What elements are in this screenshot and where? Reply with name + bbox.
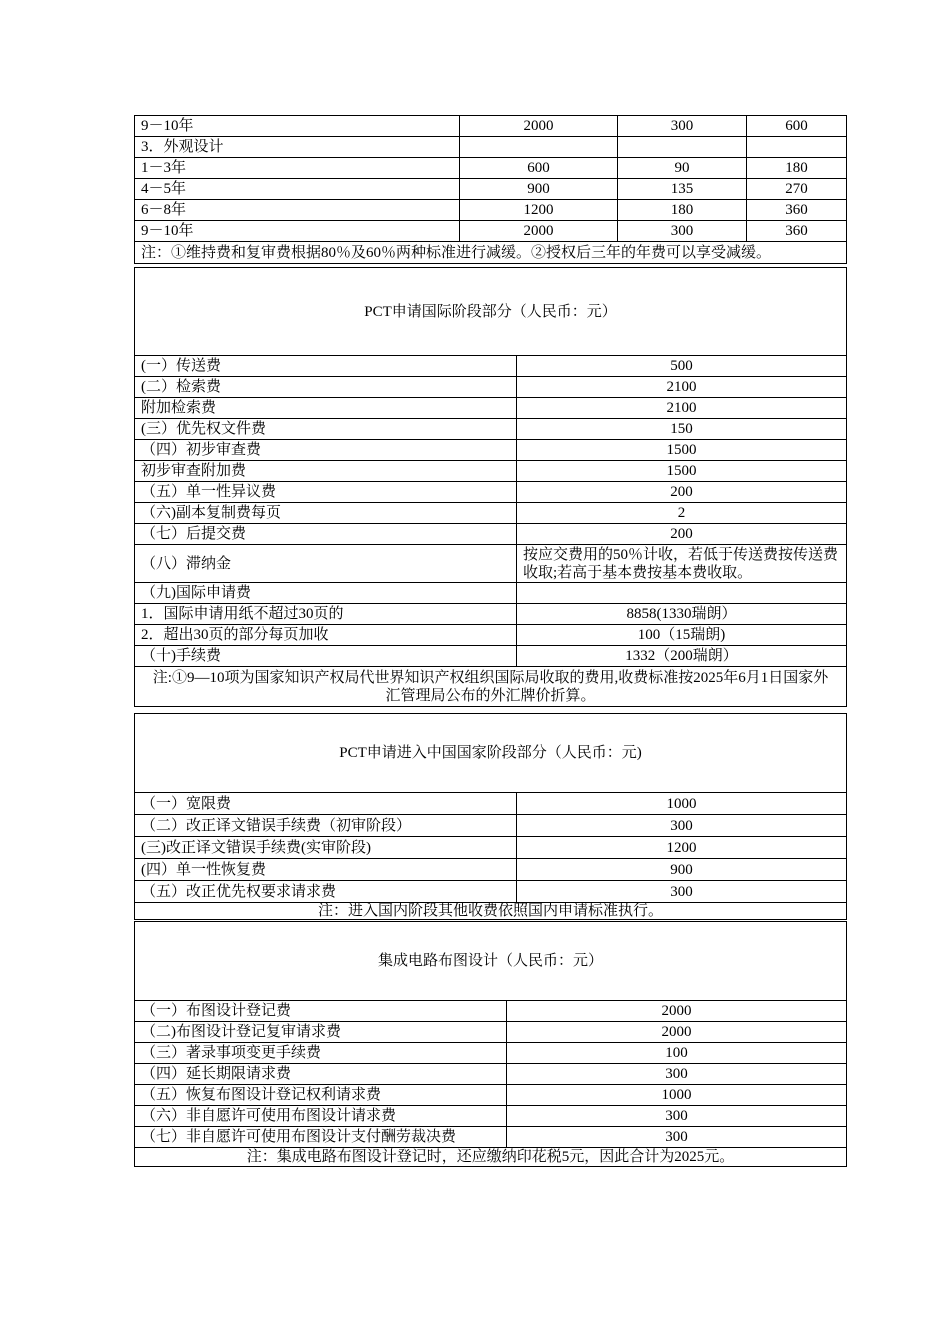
table-row (135, 482, 847, 503)
fee-value (747, 137, 847, 158)
table-row (135, 1001, 847, 1022)
fee-item-label: （一）布图设计登记费 (135, 1001, 507, 1022)
fee-value: 150 (517, 419, 847, 440)
table-row (135, 158, 847, 179)
fee-value: 900 (517, 859, 847, 881)
fee-value: 100（15瑞朗) (517, 625, 847, 646)
table-row (135, 815, 847, 837)
fee-value: 2100 (517, 398, 847, 419)
fee-value: 2000 (507, 1001, 847, 1022)
pct-national-section (134, 713, 846, 920)
fee-item-label: （八）滞纳金 (135, 545, 517, 583)
fee-value: 2000 (460, 116, 618, 137)
fee-value: 2000 (507, 1022, 847, 1043)
ic-layout-section (134, 921, 846, 1167)
table-row (135, 440, 847, 461)
fee-value: 按应交费用的50％计收，若低于传送费按传送费收取;若高于基本费按基本费收取。 (517, 545, 847, 583)
table-row (135, 1043, 847, 1064)
fee-value: 2 (517, 503, 847, 524)
fee-item-label: （六)副本复制费每页 (135, 503, 517, 524)
fee-value: 500 (517, 356, 847, 377)
fee-value: 600 (747, 116, 847, 137)
fee-value: 360 (747, 221, 847, 242)
fee-item-label: 6－8年 (135, 200, 460, 221)
fee-item-label: （一）宽限费 (135, 793, 517, 815)
fee-item-label: 4－5年 (135, 179, 460, 200)
pct-national-title: PCT申请进入中国国家阶段部分（人民币：元) (135, 714, 847, 793)
table-row (135, 545, 847, 583)
fee-value: 300 (507, 1064, 847, 1085)
fee-value: 300 (618, 221, 747, 242)
table-row (135, 1085, 847, 1106)
fee-item-label: （六）非自愿许可使用布图设计请求费 (135, 1106, 507, 1127)
table-row (135, 116, 847, 137)
fee-value: 135 (618, 179, 747, 200)
ic-layout-note: 注：集成电路布图设计登记时，还应缴纳印花税5元，因此合计为2025元。 (135, 1148, 847, 1167)
fee-item-label: (一）传送费 (135, 356, 517, 377)
fee-item-label: (三)改正译文错误手续费(实审阶段) (135, 837, 517, 859)
table-row (135, 859, 847, 881)
fee-item-label: （四）延长期限请求费 (135, 1064, 507, 1085)
fee-item-label: （九)国际申请费 (135, 583, 517, 604)
fee-item-label: 2．超出30页的部分每页加收 (135, 625, 517, 646)
table-row (135, 524, 847, 545)
fee-item-label: （五）恢复布图设计登记权利请求费 (135, 1085, 507, 1106)
fee-value: 300 (507, 1127, 847, 1148)
table-row (135, 398, 847, 419)
pct-national-table (134, 713, 847, 920)
table-row (135, 137, 847, 158)
table-row (135, 503, 847, 524)
fee-value: 8858(1330瑞朗） (517, 604, 847, 625)
fee-item-label: （四）初步审查费 (135, 440, 517, 461)
table-row (135, 179, 847, 200)
fee-value: 1200 (460, 200, 618, 221)
table-row (135, 625, 847, 646)
table-row (135, 356, 847, 377)
table-row (135, 221, 847, 242)
fee-value: 300 (618, 116, 747, 137)
fee-value: 1500 (517, 461, 847, 482)
fee-item-label: (三）优先权文件费 (135, 419, 517, 440)
pct-national-note: 注：进入国内阶段其他收费依照国内申请标准执行。 (135, 903, 847, 920)
fee-item-label: 1－3年 (135, 158, 460, 179)
fee-value: 300 (517, 815, 847, 837)
pct-international-title: PCT申请国际阶段部分（人民币：元） (135, 268, 847, 356)
fee-value: 1000 (507, 1085, 847, 1106)
fee-value: 600 (460, 158, 618, 179)
fee-value: 360 (747, 200, 847, 221)
fee-value: 2000 (460, 221, 618, 242)
table-row (135, 1022, 847, 1043)
table-row (135, 1127, 847, 1148)
fee-item-label: 1．国际申请用纸不超过30页的 (135, 604, 517, 625)
fee-item-label: (二）检索费 (135, 377, 517, 398)
fee-value: 2100 (517, 377, 847, 398)
table-row (135, 583, 847, 604)
table-row (135, 1064, 847, 1085)
fee-item-label: （十)手续费 (135, 646, 517, 667)
fee-value: 300 (517, 881, 847, 903)
table-row (135, 461, 847, 482)
ic-layout-table (134, 921, 847, 1167)
fee-item-label: （二）改正译文错误手续费（初审阶段） (135, 815, 517, 837)
design-fee-section (134, 115, 846, 264)
fee-value: 200 (517, 524, 847, 545)
fee-value: 100 (507, 1043, 847, 1064)
table-row (135, 604, 847, 625)
fee-value: 900 (460, 179, 618, 200)
table-row (135, 377, 847, 398)
table-row (135, 881, 847, 903)
table-row (135, 837, 847, 859)
table-row (135, 419, 847, 440)
fee-item-label: （二)布图设计登记复审请求费 (135, 1022, 507, 1043)
fee-item-label: 初步审查附加费 (135, 461, 517, 482)
fee-value: 90 (618, 158, 747, 179)
fee-value: 1000 (517, 793, 847, 815)
fee-item-label: （七）后提交费 (135, 524, 517, 545)
fee-item-label: 附加检索费 (135, 398, 517, 419)
table-row (135, 646, 847, 667)
design-fee-note: 注：①维持费和复审费根据80％及60％两种标准进行减缓。②授权后三年的年费可以享受减缓。 (135, 242, 847, 264)
fee-item-label: （五）改正优先权要求请求费 (135, 881, 517, 903)
pct-international-note: 注:①9—10项为国家知识产权局代世界知识产权组织国际局收取的费用,收费标准按2025年6月1日国家外汇管理局公布的外汇牌价折算。 (135, 667, 847, 707)
fee-item-label: 9－10年 (135, 221, 460, 242)
fee-value (517, 583, 847, 604)
fee-value (460, 137, 618, 158)
table-row (135, 1106, 847, 1127)
fee-value: 300 (507, 1106, 847, 1127)
fee-value (618, 137, 747, 158)
fee-item-label: 3．外观设计 (135, 137, 460, 158)
fee-value: 200 (517, 482, 847, 503)
pct-international-section (134, 267, 846, 707)
fee-value: 180 (747, 158, 847, 179)
pct-international-table (134, 267, 847, 707)
fee-value: 1200 (517, 837, 847, 859)
table-row (135, 793, 847, 815)
fee-item-label: （五）单一性异议费 (135, 482, 517, 503)
design-fee-table (134, 115, 847, 264)
fee-value: 180 (618, 200, 747, 221)
fee-item-label: (四）单一性恢复费 (135, 859, 517, 881)
table-row (135, 200, 847, 221)
fee-value: 1500 (517, 440, 847, 461)
fee-item-label: （七）非自愿许可使用布图设计支付酬劳裁决费 (135, 1127, 507, 1148)
fee-item-label: （三）著录事项变更手续费 (135, 1043, 507, 1064)
fee-item-label: 9－10年 (135, 116, 460, 137)
fee-value: 1332（200瑞朗） (517, 646, 847, 667)
fee-value: 270 (747, 179, 847, 200)
ic-layout-title: 集成电路布图设计（人民币：元） (135, 922, 847, 1001)
